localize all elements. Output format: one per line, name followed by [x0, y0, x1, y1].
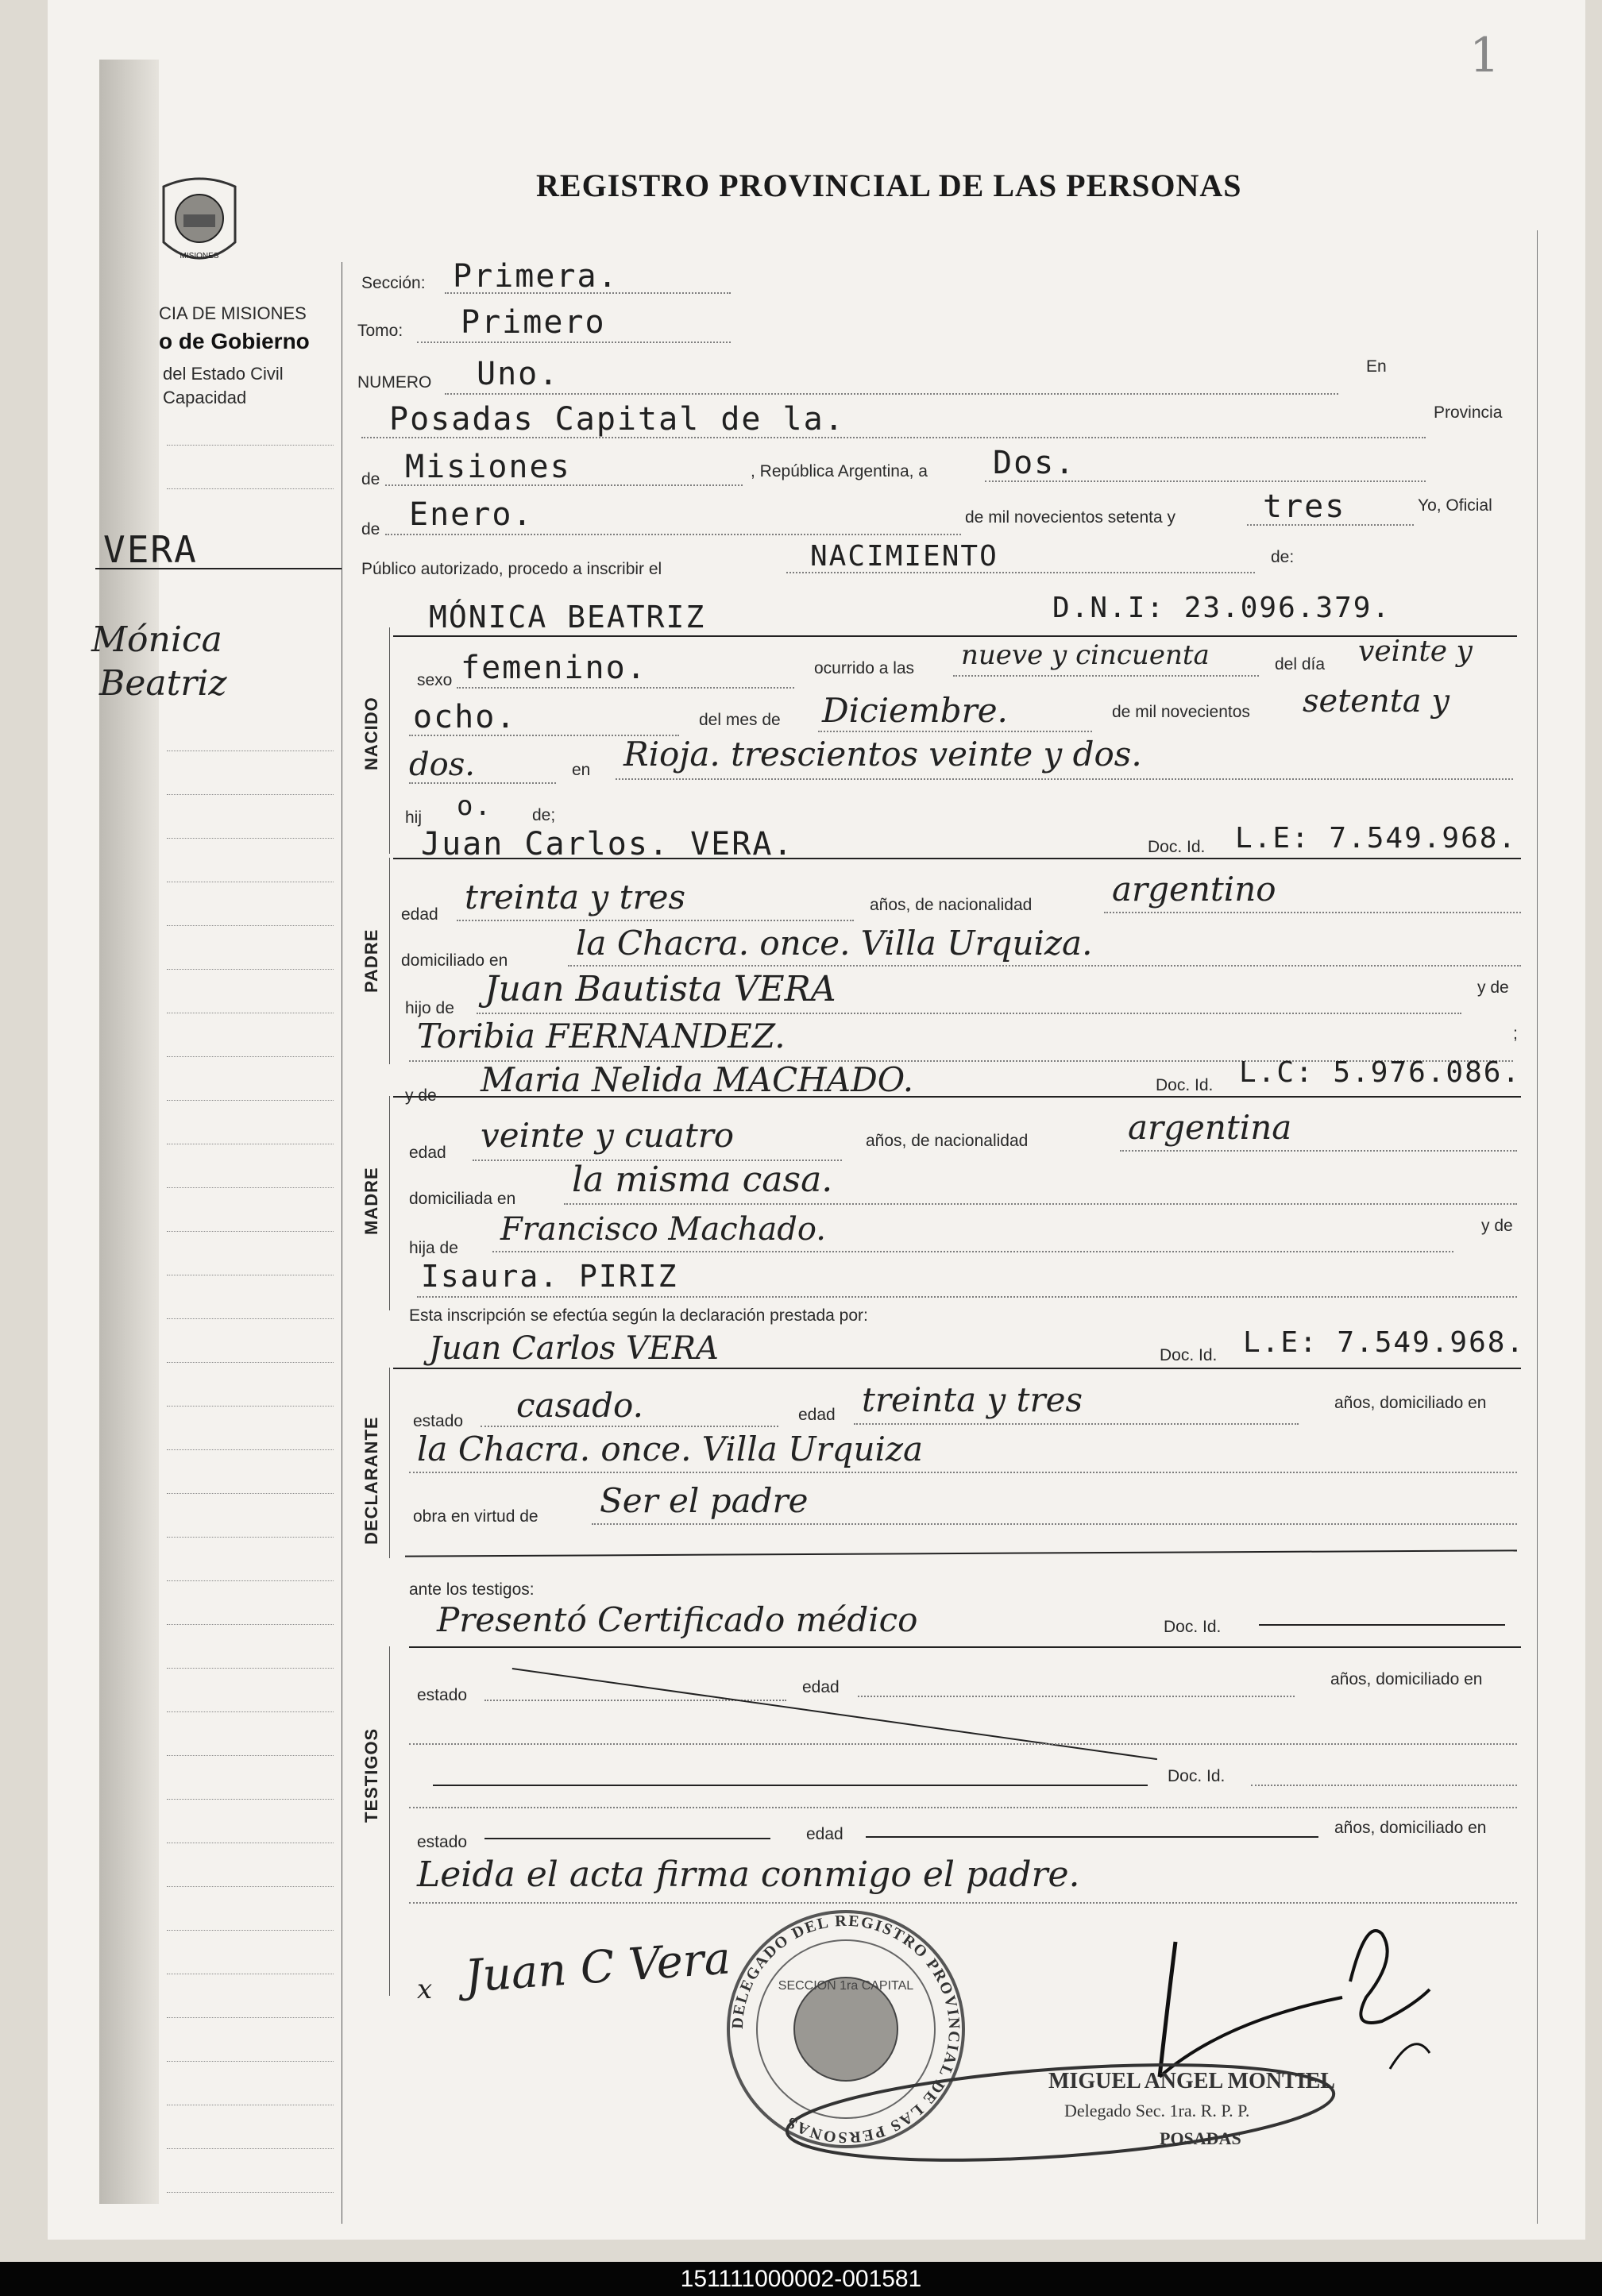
label-domiciliado-padre: domiciliado en	[401, 951, 508, 970]
form-right-border	[1537, 230, 1538, 2224]
dotted-line	[361, 437, 1426, 438]
left-rule-line	[167, 838, 334, 839]
label-tomo: Tomo:	[357, 322, 403, 340]
left-rule-line	[167, 925, 334, 926]
label-de-mil-setenta: de mil novecientos setenta y	[965, 508, 1175, 527]
dotted-line	[409, 1472, 1517, 1473]
dotted-line	[564, 1203, 1517, 1205]
dotted-line	[417, 1296, 1517, 1298]
nacido-bracket	[389, 627, 390, 854]
dotted-line	[385, 534, 961, 535]
entry-declarante-doc: L.E: 7.549.968.	[1243, 1326, 1526, 1359]
entry-madre-madre: Isaura. PIRIZ	[421, 1259, 678, 1294]
left-rule-line	[167, 1624, 334, 1625]
left-rule-line	[167, 1056, 334, 1057]
entry-dia-nac-2: ocho.	[413, 699, 517, 735]
label-edad-declarante: edad	[798, 1406, 836, 1424]
label-estado-testigo2: estado	[417, 1833, 468, 1851]
left-rule-line	[167, 2192, 334, 2193]
section-padre: PADRE	[361, 928, 381, 993]
cancel-line	[484, 1838, 770, 1839]
label-doc-id-padre: Doc. Id.	[1148, 838, 1206, 856]
entry-madre-dom: la misma casa.	[572, 1160, 833, 1200]
entry-dia: Dos.	[993, 445, 1076, 481]
label-ocurrido: ocurrido a las	[814, 659, 915, 677]
seal-text: MISIONES	[180, 252, 219, 260]
madre-bracket	[389, 1096, 390, 1310]
header-line4: Capacidad	[163, 388, 247, 407]
label-republica: , República Argentina, a	[751, 462, 928, 480]
dotted-line	[1247, 524, 1414, 526]
label-yo-oficial: Yo, Oficial	[1418, 496, 1492, 515]
dotted-line	[457, 920, 854, 921]
label-edad-testigo1: edad	[802, 1678, 840, 1696]
label-de: de	[361, 470, 380, 488]
label-de-mil-nov: de mil novecientos	[1112, 703, 1250, 721]
dotted-line	[481, 1426, 778, 1427]
left-rule-line	[167, 1493, 334, 1494]
cancel-line	[433, 1785, 1148, 1786]
left-rule-line	[167, 1799, 334, 1800]
label-doc-id-testigo2: Doc. Id.	[1168, 1767, 1226, 1785]
label-del-mes: del mes de	[699, 711, 781, 729]
dotted-line	[616, 778, 1513, 780]
margin-underline	[95, 568, 342, 569]
dotted-line	[592, 1523, 1517, 1525]
label-anos-nac-padre: años, de nacionalidad	[870, 896, 1033, 914]
label-doc-id-madre: Doc. Id.	[1156, 1076, 1214, 1094]
dotted-line	[492, 1251, 1453, 1252]
father-signature: Juan C Vera	[463, 1932, 732, 2003]
dotted-line	[568, 965, 1521, 967]
left-rule-line	[167, 969, 334, 970]
binding-gutter	[99, 60, 159, 2204]
label-estado-declarante: estado	[413, 1412, 464, 1430]
dotted-line	[1120, 1150, 1517, 1152]
entry-anio-nac-2: dos.	[409, 747, 475, 783]
entry-dni: D.N.I: 23.096.379.	[1052, 592, 1392, 624]
label-domiciliada-madre: domiciliada en	[409, 1190, 516, 1208]
left-rule-line	[167, 1362, 334, 1363]
entry-provincia: Misiones	[405, 449, 571, 485]
padre-bracket	[389, 858, 390, 1064]
label-edad-padre: edad	[401, 905, 438, 924]
label-anos-nac-madre: años, de nacionalidad	[866, 1132, 1029, 1150]
entry-lugar: Posadas Capital de la.	[389, 401, 845, 438]
dotted-line	[985, 480, 1426, 482]
label-numero: NUMERO	[357, 373, 432, 392]
left-rule-line	[167, 1711, 334, 1712]
left-rule-line	[167, 445, 334, 446]
label-y-de-madre-2: y de	[1481, 1217, 1513, 1235]
entry-madre-edad: veinte y cuatro	[481, 1116, 735, 1155]
label-seccion: Sección:	[361, 274, 426, 292]
entry-acto: NACIMIENTO	[810, 540, 998, 573]
provincial-seal-icon	[156, 171, 243, 274]
entry-declarante-edad: treinta y tres	[862, 1380, 1083, 1419]
dotted-line	[858, 1696, 1295, 1697]
signature-mark: x	[417, 1974, 433, 2005]
entry-declarante-nombre: Juan Carlos VERA	[429, 1330, 719, 1367]
label-anos-dom-declarante: años, domiciliado en	[1334, 1394, 1487, 1412]
label-edad-madre: edad	[409, 1144, 446, 1162]
left-rule-line	[167, 1537, 334, 1538]
entry-sexo: femenino.	[461, 650, 647, 686]
label-estado-testigo1: estado	[417, 1686, 468, 1704]
official-role: Delegado Sec. 1ra. R. P. P.	[1064, 2101, 1250, 2120]
entry-tomo: Primero	[461, 304, 606, 341]
label-provincia: Provincia	[1434, 403, 1503, 422]
entry-declarante-estado: casado.	[516, 1386, 643, 1425]
section-line-padre	[393, 858, 1521, 859]
left-rule-line	[167, 1231, 334, 1232]
entry-mes-nac: Diciembre.	[822, 691, 1008, 730]
section-line-testigos	[409, 1646, 1521, 1648]
entry-numero: Uno.	[477, 356, 560, 392]
left-rule-line	[167, 1318, 334, 1319]
entry-padre-dom: la Chacra. once. Villa Urquiza.	[576, 924, 1093, 963]
entry-madre-hija-de: Francisco Machado.	[500, 1211, 826, 1248]
left-rule-line	[167, 1668, 334, 1669]
section-declarante: DECLARANTE	[361, 1416, 381, 1545]
header-line3: del Estado Civil	[163, 364, 284, 384]
stamp-inner-text: SECCION 1ra CAPITAL	[778, 1979, 914, 1993]
header-line1: CIA DE MISIONES	[159, 303, 307, 323]
entry-padre-doc: L.E: 7.549.968.	[1235, 822, 1518, 855]
dotted-line	[854, 1423, 1299, 1425]
testigos-bracket	[389, 1646, 390, 1996]
entry-padre-nombre: Juan Carlos. VERA.	[421, 826, 794, 862]
section-madre: MADRE	[361, 1167, 381, 1235]
left-rule-line	[167, 1449, 334, 1450]
margin-surname: VERA	[103, 528, 198, 571]
dotted-line	[409, 1743, 1517, 1745]
label-publico: Público autorizado, procedo a inscribir el	[361, 560, 662, 578]
label-en-lower: en	[572, 761, 591, 779]
cancel-line	[1259, 1624, 1505, 1626]
left-rule-line	[167, 1406, 334, 1407]
label-doc-id-testigo1: Doc. Id.	[1164, 1618, 1222, 1636]
label-obra: obra en virtud de	[413, 1507, 539, 1526]
entry-declarante-dom: la Chacra. once. Villa Urquiza	[417, 1430, 924, 1468]
entry-madre-doc: L.C: 5.976.086.	[1239, 1056, 1522, 1089]
official-city: POSADAS	[1160, 2128, 1241, 2148]
dotted-line	[818, 731, 1092, 732]
left-rule-line	[167, 2148, 334, 2149]
entry-mes: Enero.	[409, 496, 534, 533]
dotted-line	[1104, 912, 1521, 913]
left-rule-line	[167, 1755, 334, 1756]
dotted-line	[445, 393, 1338, 395]
label-del-dia: del día	[1275, 655, 1326, 673]
page-number: 1	[1469, 28, 1500, 83]
label-y-de-madre: y de	[405, 1086, 437, 1105]
left-rule-line	[167, 488, 334, 489]
entry-cierre: Leida el acta firma conmigo el padre.	[417, 1854, 1080, 1895]
entry-dia-nac-1: veinte y	[1358, 635, 1473, 668]
section-line-madre	[393, 1096, 1521, 1098]
section-line-nacido	[393, 635, 1517, 637]
page-title: REGISTRO PROVINCIAL DE LAS PERSONAS	[536, 168, 1242, 203]
left-rule-line	[167, 2061, 334, 2062]
entry-padre-hijo-de: Juan Bautista VERA	[484, 969, 836, 1009]
left-rule-line	[167, 1100, 334, 1101]
left-rule-line	[167, 794, 334, 795]
entry-padre-madre: Toribia FERNANDEZ.	[417, 1017, 786, 1055]
entry-anio: tres	[1263, 488, 1346, 525]
declarante-bracket	[389, 1368, 390, 1558]
margin-given1: Mónica	[91, 619, 222, 660]
section-nacido: NACIDO	[361, 697, 381, 770]
entry-testigo1: Presentó Certificado médico	[437, 1600, 918, 1639]
dotted-line	[409, 782, 556, 784]
label-hij: hij	[405, 808, 423, 827]
dotted-line	[477, 1013, 1461, 1014]
cancel-line	[866, 1836, 1318, 1838]
entry-nombre: MÓNICA BEATRIZ	[429, 600, 706, 635]
left-rule-line	[167, 2017, 334, 2018]
stamp-oval-stroke	[782, 2057, 1338, 2168]
left-rule-line	[167, 1930, 334, 1931]
margin-given2: Beatriz	[99, 663, 227, 704]
label-edad-testigo2: edad	[806, 1825, 843, 1843]
label-y-de-padre: y de	[1477, 978, 1509, 997]
dotted-line	[417, 342, 731, 343]
entry-padre-nac: argentino	[1112, 870, 1276, 909]
label-de-colon: de:	[1271, 548, 1295, 566]
label-hijo-de: hijo de	[405, 999, 454, 1017]
dotted-line	[1251, 1785, 1517, 1786]
dotted-line	[953, 675, 1259, 677]
dotted-line	[786, 572, 1255, 573]
label-en: En	[1366, 357, 1387, 376]
dotted-line	[445, 292, 731, 294]
label-semicolon: ;	[1513, 1025, 1518, 1043]
footer-id-bar: 151111000002-001581	[0, 2262, 1602, 2296]
entry-declarante-obra: Ser el padre	[600, 1481, 809, 1520]
entry-madre-nac: argentina	[1128, 1108, 1292, 1147]
label-de-semi: de;	[532, 806, 556, 824]
left-rule-line	[167, 1580, 334, 1581]
label-hija-de: hija de	[409, 1239, 458, 1257]
entry-lugar-nac: Rioja. trescientos veinte y dos.	[623, 735, 1142, 774]
dotted-line	[385, 484, 743, 486]
entry-hij-suffix: o.	[457, 790, 492, 822]
entry-anio-nac-1: setenta y	[1303, 683, 1450, 720]
entry-hora: nueve y cincuenta	[961, 639, 1210, 671]
label-doc-id-declarante: Doc. Id.	[1160, 1346, 1218, 1364]
section-line-declarante	[393, 1368, 1521, 1369]
left-rule-line	[167, 1187, 334, 1188]
label-anos-dom-testigo2: años, domiciliado en	[1334, 1819, 1487, 1837]
label-ante: ante los testigos:	[409, 1580, 535, 1599]
label-anos-dom-testigo1: años, domiciliado en	[1330, 1670, 1483, 1688]
left-rule-line	[167, 1886, 334, 1887]
label-de-2: de	[361, 520, 380, 538]
entry-padre-edad: treinta y tres	[465, 878, 686, 916]
dotted-line	[457, 687, 794, 689]
entry-madre-nombre: Maria Nelida MACHADO.	[481, 1060, 914, 1099]
stamp-round-text: DELEGADO DEL REGISTRO PROVINCIAL DE LAS PERSONAS	[728, 1912, 963, 2147]
label-sexo: sexo	[417, 671, 453, 689]
entry-seccion: Primera.	[453, 258, 619, 295]
dotted-line	[409, 1807, 1517, 1808]
label-esta-inscripcion: Esta inscripción se efectúa según la declaración prestada por:	[409, 1306, 868, 1325]
header-line2: o de Gobierno	[159, 329, 310, 353]
official-name: MIGUEL ANGEL MONTIEL	[1048, 2069, 1335, 2093]
section-testigos: TESTIGOS	[361, 1727, 381, 1823]
